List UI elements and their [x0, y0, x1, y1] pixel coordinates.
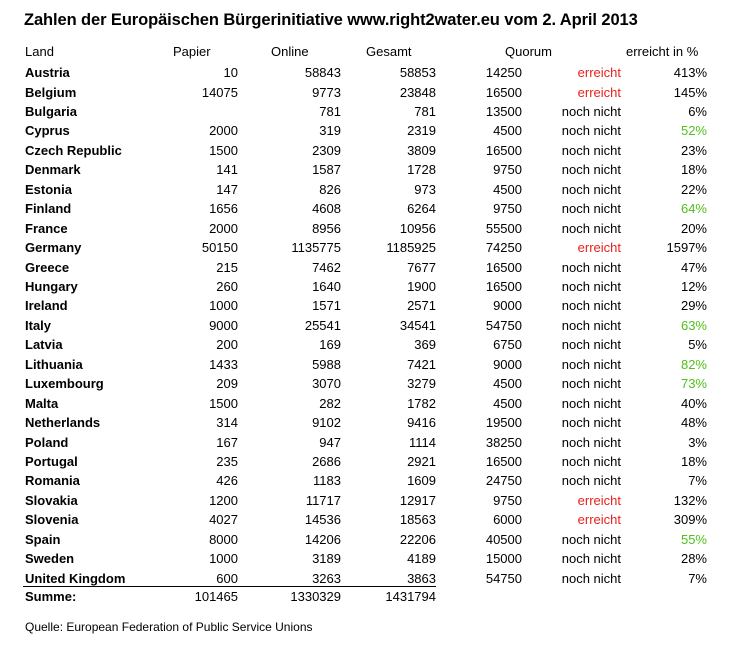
cell-pct: 18% — [680, 162, 707, 178]
cell-status: noch nicht — [561, 201, 621, 217]
cell-land: Slovenia — [25, 512, 79, 528]
cell-pct: 12% — [680, 278, 707, 294]
cell-online: 58843 — [304, 65, 341, 80]
cell-online: 11717 — [305, 492, 341, 508]
cell-quorum: 9750 — [493, 201, 522, 217]
cell-status: noch nicht — [561, 162, 621, 178]
cell-papier: 235 — [216, 454, 238, 469]
cell-pct: 73% — [680, 376, 707, 392]
cell-pct: 1597% — [666, 240, 707, 255]
cell-land: Lithuania — [25, 356, 83, 372]
cell-gesamt: 781 — [414, 103, 436, 119]
cell-online: 3189 — [312, 551, 341, 567]
cell-quorum: 9750 — [493, 162, 522, 178]
cell-quorum: 74250 — [485, 240, 522, 255]
cell-gesamt: 2319 — [407, 123, 436, 139]
cell-status: noch nicht — [561, 123, 621, 139]
cell-land: Germany — [25, 240, 82, 255]
cell-quorum: 16500 — [485, 142, 522, 158]
source-note: Quelle: European Federation of Public Service Unions — [25, 620, 313, 634]
cell-gesamt: 1782 — [407, 395, 436, 411]
cell-quorum: 6750 — [493, 337, 522, 353]
table-header — [0, 42, 749, 62]
cell-land: Belgium — [25, 84, 77, 100]
cell-papier: 260 — [216, 278, 238, 294]
cell-quorum: 16500 — [485, 278, 522, 294]
cell-land: Cyprus — [25, 123, 70, 139]
cell-online: 319 — [319, 123, 341, 139]
table-row — [0, 433, 749, 452]
cell-pct: 28% — [680, 551, 707, 567]
cell-quorum: 14250 — [485, 65, 522, 80]
cell-status: erreicht — [577, 240, 621, 255]
cell-online: 1135775 — [291, 240, 341, 255]
cell-gesamt: 7421 — [407, 356, 436, 372]
table-row — [0, 374, 749, 393]
cell-pct: 7% — [688, 570, 707, 586]
cell-gesamt: 3279 — [407, 376, 436, 392]
table-row — [0, 160, 749, 179]
header-gesamt: Gesamt — [366, 44, 412, 59]
cell-status: noch nicht — [561, 181, 621, 197]
cell-land: France — [25, 220, 68, 236]
table-row — [0, 510, 749, 529]
table-row — [0, 238, 749, 257]
cell-land: Poland — [25, 434, 69, 450]
cell-status: noch nicht — [561, 337, 621, 353]
cell-gesamt: 34541 — [399, 317, 436, 333]
cell-quorum: 40500 — [485, 531, 522, 547]
cell-quorum: 9000 — [493, 356, 522, 372]
table-row — [0, 180, 749, 199]
table-row — [0, 141, 749, 160]
cell-papier: 1433 — [209, 356, 238, 372]
cell-pct: 145% — [673, 84, 707, 100]
table-row — [0, 296, 749, 315]
summe-online: 1330329 — [290, 589, 341, 604]
cell-gesamt: 22206 — [399, 531, 436, 547]
cell-status: noch nicht — [561, 415, 621, 431]
summe-label: Summe: — [25, 589, 77, 604]
header-papier: Papier — [173, 44, 211, 59]
cell-papier: 200 — [216, 337, 238, 353]
cell-gesamt: 973 — [414, 181, 436, 197]
cell-status: noch nicht — [561, 317, 621, 333]
table-row — [0, 413, 749, 432]
cell-papier: 426 — [216, 473, 238, 489]
cell-quorum: 19500 — [485, 415, 522, 431]
cell-online: 9773 — [312, 84, 341, 100]
cell-papier: 600 — [216, 570, 238, 586]
cell-land: United Kingdom — [25, 570, 126, 586]
cell-quorum: 4500 — [493, 395, 522, 411]
cell-status: noch nicht — [561, 103, 621, 119]
table-row — [0, 316, 749, 335]
cell-pct: 132% — [673, 492, 707, 508]
cell-gesamt: 10956 — [399, 220, 436, 236]
table-row — [0, 452, 749, 471]
cell-land: Romania — [25, 473, 80, 489]
cell-quorum: 4500 — [493, 181, 522, 197]
cell-land: Estonia — [25, 181, 72, 197]
cell-land: Luxembourg — [25, 376, 104, 392]
cell-gesamt: 58853 — [399, 65, 436, 80]
cell-online: 1183 — [313, 473, 341, 489]
cell-papier: 1500 — [209, 142, 238, 158]
cell-status: noch nicht — [561, 376, 621, 392]
cell-quorum: 16500 — [485, 84, 522, 100]
cell-papier: 8000 — [209, 531, 238, 547]
cell-pct: 40% — [680, 395, 707, 411]
cell-land: Bulgaria — [25, 103, 78, 119]
cell-gesamt: 23848 — [399, 84, 436, 100]
cell-land: Greece — [25, 259, 70, 275]
cell-papier: 1000 — [209, 551, 238, 567]
cell-papier: 215 — [216, 259, 238, 275]
cell-online: 2686 — [312, 454, 341, 469]
cell-land: Austria — [25, 65, 70, 80]
cell-pct: 3% — [688, 434, 707, 450]
cell-land: Netherlands — [25, 415, 101, 431]
cell-land: Spain — [25, 531, 61, 547]
cell-land: Hungary — [25, 278, 78, 294]
cell-status: noch nicht — [561, 142, 621, 158]
cell-status: noch nicht — [561, 356, 621, 372]
table-row — [0, 83, 749, 102]
table-row — [0, 471, 749, 490]
cell-gesamt: 1900 — [407, 278, 436, 294]
cell-land: Ireland — [25, 298, 68, 314]
cell-status: noch nicht — [561, 278, 621, 294]
cell-pct: 63% — [680, 317, 707, 333]
cell-status: erreicht — [577, 492, 621, 508]
cell-gesamt: 1185925 — [386, 240, 436, 255]
cell-gesamt: 12917 — [399, 492, 436, 508]
cell-pct: 7% — [688, 473, 707, 489]
cell-status: noch nicht — [561, 298, 621, 314]
cell-quorum: 9000 — [493, 298, 522, 314]
table-row — [0, 394, 749, 413]
cell-land: Czech Republic — [25, 142, 122, 158]
cell-online: 1571 — [312, 298, 341, 314]
cell-papier: 141 — [216, 162, 238, 178]
cell-land: Latvia — [25, 337, 63, 353]
header-quorum: Quorum — [505, 44, 552, 59]
cell-online: 14206 — [304, 531, 341, 547]
cell-papier: 10 — [223, 65, 238, 80]
page-title: Zahlen der Europäischen Bürgerinitiative www.right2water.eu vom 2. April 2013 — [24, 11, 638, 29]
cell-pct: 20% — [680, 220, 707, 236]
cell-online: 826 — [319, 181, 341, 197]
cell-gesamt: 9416 — [407, 415, 436, 431]
table-row — [0, 277, 749, 296]
cell-quorum: 13500 — [485, 103, 522, 119]
cell-papier: 147 — [216, 181, 238, 197]
cell-land: Malta — [25, 395, 59, 411]
cell-gesamt: 1609 — [407, 473, 436, 489]
cell-quorum: 6000 — [493, 512, 522, 528]
cell-quorum: 9750 — [493, 492, 522, 508]
cell-papier: 1000 — [209, 298, 238, 314]
cell-pct: 55% — [680, 531, 707, 547]
table-row — [0, 63, 749, 82]
cell-gesamt: 7677 — [407, 259, 436, 275]
cell-online: 781 — [319, 103, 341, 119]
table-row — [0, 549, 749, 568]
cell-status: noch nicht — [561, 395, 621, 411]
cell-gesamt: 3809 — [407, 142, 436, 158]
cell-pct: 5% — [688, 337, 707, 353]
table-row — [0, 258, 749, 277]
cell-quorum: 38250 — [485, 434, 522, 450]
cell-quorum: 15000 — [485, 551, 522, 567]
cell-papier: 1200 — [209, 492, 238, 508]
cell-online: 9102 — [312, 415, 341, 431]
cell-online: 3263 — [312, 570, 341, 586]
cell-pct: 29% — [680, 298, 707, 314]
cell-papier: 4027 — [209, 512, 238, 528]
table-row — [0, 335, 749, 354]
cell-pct: 413% — [673, 65, 707, 80]
cell-papier: 9000 — [209, 317, 238, 333]
table-row — [0, 355, 749, 374]
cell-status: noch nicht — [561, 434, 621, 450]
cell-papier: 14075 — [201, 84, 238, 100]
cell-status: noch nicht — [561, 220, 621, 236]
cell-online: 25541 — [304, 317, 341, 333]
cell-quorum: 55500 — [485, 220, 522, 236]
table-row — [0, 219, 749, 238]
cell-gesamt: 6264 — [407, 201, 436, 217]
cell-status: erreicht — [577, 84, 621, 100]
table-row — [0, 121, 749, 140]
cell-papier: 1500 — [209, 395, 238, 411]
cell-status: noch nicht — [561, 531, 621, 547]
cell-gesamt: 3863 — [407, 570, 436, 586]
cell-papier: 314 — [216, 415, 238, 431]
cell-pct: 22% — [680, 181, 707, 197]
cell-quorum: 16500 — [485, 259, 522, 275]
cell-gesamt: 369 — [414, 337, 436, 353]
cell-gesamt: 1114 — [409, 434, 436, 450]
cell-status: noch nicht — [561, 473, 621, 489]
cell-pct: 47% — [680, 259, 707, 275]
cell-land: Denmark — [25, 162, 81, 178]
cell-land: Sweden — [25, 551, 75, 567]
cell-status: noch nicht — [561, 259, 621, 275]
cell-papier: 2000 — [209, 220, 238, 236]
cell-papier: 167 — [216, 434, 238, 450]
cell-papier: 209 — [216, 376, 238, 392]
cell-online: 2309 — [312, 142, 341, 158]
table-row — [0, 569, 749, 588]
cell-online: 14536 — [304, 512, 341, 528]
cell-land: Portugal — [25, 454, 78, 469]
header-land: Land — [25, 44, 54, 59]
cell-pct: 82% — [680, 356, 707, 372]
cell-online: 7462 — [312, 259, 341, 275]
cell-pct: 18% — [680, 454, 707, 469]
table-row — [0, 102, 749, 121]
cell-pct: 6% — [688, 103, 707, 119]
cell-online: 1640 — [312, 278, 341, 294]
cell-quorum: 4500 — [493, 376, 522, 392]
cell-status: noch nicht — [561, 551, 621, 567]
cell-gesamt: 2571 — [407, 298, 436, 314]
cell-quorum: 16500 — [485, 454, 522, 469]
cell-papier: 1656 — [209, 201, 238, 217]
summe-papier: 101465 — [194, 589, 238, 604]
cell-quorum: 4500 — [493, 123, 522, 139]
cell-pct: 23% — [680, 142, 707, 158]
cell-land: Italy — [25, 317, 52, 333]
cell-pct: 48% — [680, 415, 707, 431]
summe-row — [0, 587, 749, 606]
cell-quorum: 54750 — [485, 317, 522, 333]
summe-gesamt: 1431794 — [385, 589, 436, 604]
cell-online: 1587 — [312, 162, 341, 178]
table-row — [0, 491, 749, 510]
cell-gesamt: 4189 — [407, 551, 436, 567]
cell-land: Slovakia — [25, 492, 78, 508]
cell-online: 5988 — [312, 356, 341, 372]
cell-pct: 52% — [680, 123, 707, 139]
cell-gesamt: 2921 — [407, 454, 436, 469]
cell-status: erreicht — [577, 65, 621, 80]
header-online: Online — [271, 44, 309, 59]
cell-status: erreicht — [577, 512, 621, 528]
cell-pct: 64% — [680, 201, 707, 217]
cell-gesamt: 1728 — [407, 162, 436, 178]
table-row — [0, 530, 749, 549]
cell-online: 8956 — [312, 220, 341, 236]
cell-papier: 50150 — [201, 240, 238, 255]
cell-status: noch nicht — [561, 454, 621, 469]
cell-quorum: 54750 — [485, 570, 522, 586]
cell-papier: 2000 — [209, 123, 238, 139]
cell-quorum: 24750 — [485, 473, 522, 489]
cell-online: 947 — [319, 434, 341, 450]
cell-online: 4608 — [312, 201, 341, 217]
cell-online: 3070 — [312, 376, 341, 392]
cell-land: Finland — [25, 201, 72, 217]
cell-status: noch nicht — [561, 570, 621, 586]
header-erreicht-pct: erreicht in % — [626, 44, 699, 59]
cell-gesamt: 18563 — [399, 512, 436, 528]
cell-online: 282 — [319, 395, 341, 411]
cell-pct: 309% — [673, 512, 707, 528]
cell-online: 169 — [319, 337, 341, 353]
table-row — [0, 199, 749, 218]
